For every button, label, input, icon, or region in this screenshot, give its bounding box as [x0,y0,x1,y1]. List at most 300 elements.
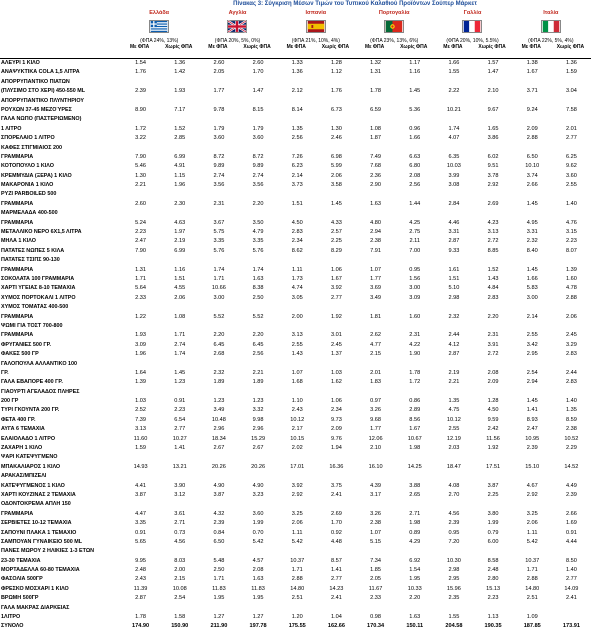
price-with-vat: 2.62 [370,332,382,339]
price-without-vat: 2.54 [174,595,186,602]
price-with-vat: 1.67 [526,69,538,76]
price-without-vat: 3.01 [330,332,342,339]
price-without-vat: 1.58 [174,614,186,621]
price-without-vat [552,209,591,218]
price-without-vat: 2.60 [252,60,264,66]
price-with-vat: 5.76 [213,247,225,254]
price-without-vat: 2.85 [174,135,186,142]
price-without-vat: 1.03 [330,369,342,376]
price-without-vat [552,613,591,622]
price-with-vat [513,190,552,199]
price-without-vat [160,256,199,265]
product-name: ΚΑΤΕΨΥΓΜΕΝΟΣ 1 ΚΙΛΟ [1,482,65,489]
col-with-vat: Με ΦΠΑ [443,44,463,50]
row-values [121,378,591,387]
col-with-vat: Με ΦΠΑ [129,44,150,50]
price-without-vat: 4.33 [330,219,342,226]
price-without-vat: 1.39 [565,266,577,273]
price-with-vat: 2.60 [135,200,147,207]
price-with-vat: 187.85 [523,623,541,630]
price-with-vat: 2.56 [291,135,303,142]
price-without-vat [552,453,591,462]
price-without-vat: 14.09 [564,585,579,592]
price-without-vat: 1.74 [174,351,186,358]
price-with-vat [356,322,395,331]
product-name: ΟΔΟΝΤΟΚΡΕΜΑ ΑΠΛΗ 150 [1,501,71,508]
price-with-vat: 3.13 [135,426,147,433]
price-without-vat: 1.28 [487,398,499,405]
row-values [121,303,591,312]
price-with-vat: 1.71 [526,567,538,574]
price-without-vat [239,190,278,199]
price-with-vat: 8.14 [291,106,303,113]
price-with-vat: 1.09 [526,614,538,621]
price-with-vat: 12.06 [368,435,383,442]
price-without-vat [160,604,199,613]
price-without-vat: 4.78 [565,285,577,292]
price-without-vat: 3.29 [565,341,577,348]
price-without-vat [160,547,199,556]
price-with-vat: 4.74 [291,285,303,292]
price-with-vat: 2.22 [448,88,460,95]
price-with-vat: 2.87 [135,595,147,602]
price-without-vat: 1.72 [409,379,421,386]
price-with-vat [513,547,552,556]
price-with-vat [121,322,160,331]
price-without-vat: 2.34 [330,407,342,414]
price-with-vat: 4.67 [526,482,538,489]
price-without-vat: 2.11 [409,238,420,245]
price-with-vat [356,303,395,312]
price-without-vat: 3.75 [330,482,342,489]
price-with-vat: 2.23 [135,229,147,236]
price-without-vat: 1.44 [409,200,421,207]
col-without-vat: Χωρίς ΦΠΑ [556,44,585,50]
price-without-vat: 2.77 [565,135,577,142]
table-row [0,538,591,547]
spain-flag-icon [306,20,326,33]
price-with-vat: 2.68 [213,351,225,358]
price-with-vat [121,209,160,218]
price-without-vat: 1.16 [409,69,421,76]
price-without-vat: 4.22 [409,341,421,348]
table-row [0,444,591,453]
price-without-vat: 14.25 [407,463,422,470]
country-name-uk: Αγγλία [228,10,247,16]
price-with-vat: 4.95 [526,219,538,226]
row-values [121,529,591,538]
price-without-vat: 9.98 [252,416,264,423]
price-with-vat: 1.32 [370,60,382,66]
price-without-vat: 1.57 [487,60,499,66]
price-without-vat: 1.45 [330,200,342,207]
price-without-vat: 1.12 [330,69,342,76]
price-with-vat [199,360,238,369]
price-with-vat: 3.71 [526,88,538,95]
price-with-vat: 10.30 [446,557,461,564]
price-without-vat: 6.99 [174,247,186,254]
price-with-vat: 2.02 [291,445,303,452]
price-without-vat: 2.23 [487,595,499,602]
price-without-vat [552,303,591,312]
price-without-vat [317,547,356,556]
price-with-vat: 10.37 [525,557,540,564]
price-with-vat: 3.92 [291,482,303,489]
price-without-vat: 1.60 [409,313,421,320]
price-without-vat: 3.60 [252,510,264,517]
price-without-vat: 7.17 [174,106,186,113]
price-without-vat [474,144,513,153]
price-with-vat [513,322,552,331]
price-with-vat: 2.88 [526,135,538,142]
price-with-vat: 14.80 [525,585,540,592]
price-with-vat: 1.87 [370,135,382,142]
price-without-vat: 1.23 [252,398,264,405]
product-name: ΓΑΛΑ ΜΑΚΡΑΣ ΔΙΑΡΚΕΙΑΣ [1,604,70,611]
row-values [121,510,591,519]
table-row [0,491,591,500]
product-name: 1ΛΙΤΡΟ [1,614,21,621]
price-without-vat: 1.63 [252,275,264,282]
price-with-vat: 2.32 [526,238,538,245]
price-with-vat: 20.26 [211,463,226,470]
price-without-vat: 1.36 [565,60,577,66]
price-without-vat: 3.86 [487,135,499,142]
price-with-vat: 2.05 [370,576,382,583]
price-with-vat: 2.50 [213,567,225,574]
price-without-vat: 9.73 [330,416,342,423]
price-with-vat [278,360,317,369]
price-without-vat: 9.76 [330,435,342,442]
price-without-vat: 15.13 [486,585,501,592]
price-with-vat: 2.83 [291,229,303,236]
price-without-vat [160,144,199,153]
price-with-vat [278,97,317,106]
italy-flag-icon [541,20,561,33]
price-with-vat: 2.55 [526,332,538,339]
country-name-portugal: Πορτογαλία [378,10,410,16]
price-with-vat: 9.89 [213,163,225,170]
vat-rate-portugal: (ΦΠΑ 23%, 13%, 6%) [370,38,419,44]
price-without-vat: 1.40 [565,567,577,574]
price-with-vat: 0.95 [448,529,460,536]
price-with-vat: 4.50 [291,219,303,226]
price-with-vat: 1.07 [370,529,382,536]
price-without-vat: 3.58 [330,182,342,189]
price-without-vat: 8.38 [252,285,264,292]
price-without-vat: 17.51 [486,463,501,470]
price-with-vat: 1.71 [291,567,303,574]
price-with-vat [121,604,160,613]
price-with-vat [434,388,473,397]
table-row [0,547,591,556]
col-without-vat: Χωρίς ΦΠΑ [243,44,271,50]
price-without-vat [239,78,278,87]
price-without-vat: 4.23 [487,219,499,226]
price-without-vat [474,547,513,556]
price-without-vat: 1.40 [565,398,577,405]
row-values [121,87,591,96]
product-name: ΚΡΕΜΜΥΔΙΑ (ΞΕΡΑ) 1 ΚΙΛΟ [1,172,72,179]
price-with-vat [356,256,395,265]
price-without-vat: 2.10 [487,88,499,95]
price-with-vat: 7.34 [370,557,382,564]
price-with-vat: 4.47 [135,510,147,517]
price-with-vat [199,604,238,613]
price-with-vat: 2.95 [526,351,538,358]
price-with-vat: 1.64 [135,369,147,376]
row-values [121,341,591,350]
table-row [0,87,591,96]
price-with-vat: 10.66 [211,285,226,292]
price-with-vat: 1.39 [135,379,147,386]
price-with-vat: 1.43 [291,351,303,358]
price-without-vat [317,472,356,481]
price-with-vat [513,453,552,462]
price-without-vat: 2.89 [409,407,421,414]
price-without-vat: 1.28 [330,60,342,66]
price-with-vat [356,209,395,218]
row-values [121,322,591,331]
table-row [0,519,591,528]
price-with-vat: 1.31 [370,69,382,76]
price-with-vat: 6.50 [526,153,538,160]
product-name: ΨΩΜΙ ΓΙΑ ΤΟΣΤ 700-800 [1,322,63,329]
table-row [0,294,591,303]
price-with-vat: 7.91 [370,247,382,254]
price-without-vat [474,97,513,106]
price-with-vat [513,303,552,312]
product-name: 1 ΛΙΤΡΟ [1,125,22,132]
price-without-vat [395,115,434,124]
row-values [121,275,591,284]
price-with-vat: 10.15 [290,435,305,442]
table-row [0,463,591,472]
price-with-vat: 3.31 [448,229,460,236]
table-row [0,284,591,293]
price-without-vat [474,303,513,312]
price-with-vat: 4.77 [370,341,382,348]
price-without-vat: 2.74 [174,341,186,348]
price-with-vat: 5.10 [448,285,460,292]
price-without-vat [474,388,513,397]
price-with-vat: 1.07 [291,369,303,376]
vat-rate-uk: (ΦΠΑ 20%, 5%, 0%) [214,38,261,44]
price-with-vat: 2.51 [526,595,538,602]
price-with-vat: 1.66 [448,60,460,66]
price-with-vat: 3.26 [370,510,382,517]
table-row [0,275,591,284]
price-without-vat: 1.47 [487,69,499,76]
row-values [121,247,591,256]
price-without-vat: 0.86 [409,398,421,405]
price-without-vat [317,78,356,87]
price-without-vat: 9.51 [487,163,499,170]
price-with-vat: 10.21 [446,106,461,113]
price-with-vat: 1.71 [135,275,147,282]
price-without-vat [317,360,356,369]
portugal-flag-icon [384,20,404,33]
price-with-vat [278,472,317,481]
price-without-vat: 2.56 [409,182,421,189]
price-with-vat [121,115,160,124]
row-values [121,209,591,218]
price-without-vat: 2.72 [487,351,499,358]
table-title: Πίνακας 3: Σύγκριση Μέσων Τιμών του Τυπικού Καλαθιού Προϊόντων Σούπερ Μάρκετ [233,1,477,7]
product-name: (ΠΛΥΣΙΜΟ ΣΤΟ ΧΕΡΙ) 450-550 ML [1,88,86,95]
price-with-vat: 2.88 [291,576,303,583]
price-with-vat: 0.84 [213,529,225,536]
product-name: ΓΑΛΑ ΝΩΠΟ (ΠΑΣΤΕΡΙΩΜΕΝΟ) [1,116,82,123]
price-without-vat: 3.15 [565,229,577,236]
price-without-vat [552,190,591,199]
price-with-vat: 2.55 [448,426,460,433]
price-without-vat: 0.91 [565,529,577,536]
price-with-vat: 5.75 [213,229,225,236]
table-row [0,59,591,68]
product-name: ΑΛΕΥΡΙ 1 ΚΙΛΟ [1,60,40,66]
price-with-vat: 7.49 [370,153,382,160]
product-name: ΦΡΥΓΑΝΙΕΣ 500 ΓΡ. [1,341,52,348]
price-without-vat: 2.67 [252,445,264,452]
price-without-vat: 1.69 [565,520,577,527]
price-with-vat: 2.35 [448,595,460,602]
table-row [0,172,591,181]
uk-flag-icon [227,20,247,33]
product-name: ΑΠΟΡΡΥΠΑΝΤΙΚΟ ΠΛΥΝΤΗΡΙΟΥ [1,97,84,104]
price-with-vat: 2.10 [370,445,382,452]
price-with-vat: 2.60 [213,60,225,66]
product-name: ΠΑΤΑΤΕΣ ΝΩΠΕΣ 5 ΚΙΛΑ [1,247,65,254]
price-without-vat: 2.45 [565,332,577,339]
price-with-vat [121,500,160,509]
price-with-vat: 6.35 [448,153,460,160]
price-without-vat [395,78,434,87]
product-name: ΧΑΡΤΙ ΚΟΥΖΙΝΑΣ 2 ΤΕΜΑΧΙΑ [1,491,76,498]
table-row [0,247,591,256]
price-with-vat [513,388,552,397]
price-with-vat: 1.71 [213,275,225,282]
row-values [121,500,591,509]
price-with-vat: 2.39 [135,88,147,95]
product-name: ΓΡΑΜΜΑΡΙΑ [1,332,34,339]
price-without-vat: 3.04 [565,88,577,95]
price-without-vat: 5.36 [409,106,421,113]
price-without-vat: 5.42 [252,538,264,545]
price-without-vat [474,115,513,124]
price-with-vat: 2.12 [291,88,303,95]
price-with-vat: 2.98 [448,567,460,574]
price-with-vat: 1.55 [448,69,460,76]
price-without-vat: 1.66 [409,135,421,142]
price-with-vat [278,453,317,462]
price-with-vat: 11.67 [368,585,383,592]
price-without-vat: 13.21 [172,463,187,470]
price-without-vat: 2.83 [565,351,577,358]
price-with-vat [434,500,473,509]
price-with-vat: 204.58 [445,623,463,630]
price-without-vat: 3.12 [174,491,186,498]
vat-rate-italy: (ΦΠΑ 22%, 5%, 4%) [528,38,574,44]
price-with-vat [434,472,473,481]
col-with-vat: Με ΦΠΑ [208,44,228,50]
price-with-vat: 8.62 [291,247,303,254]
row-values [121,190,591,199]
price-with-vat: 2.20 [213,332,225,339]
price-with-vat [356,547,395,556]
price-without-vat [239,604,278,613]
price-with-vat [434,144,473,153]
price-with-vat: 2.17 [291,426,303,433]
price-without-vat: 2.42 [487,426,499,433]
product-name: ΜΕΤΑΛΛΙΚΟ ΝΕΡΟ 6Χ1,5 ΛΙΤΡΑ [1,229,82,236]
row-values [121,331,591,340]
price-with-vat: 3.08 [448,182,460,189]
price-with-vat [356,472,395,481]
price-with-vat [278,209,317,218]
table-row [0,482,591,491]
price-without-vat: 3.80 [487,510,499,517]
price-with-vat [199,303,238,312]
price-without-vat [317,190,356,199]
product-name: ΧΥΜΟΣ ΠΟΡΤΟΚΑΛΙ 1 ΛΙΤΡΟ [1,294,76,301]
price-without-vat: 1.51 [174,275,186,282]
price-without-vat: 1.78 [409,369,421,376]
price-without-vat: 150.11 [406,623,424,630]
price-without-vat: 3.61 [174,510,186,517]
price-with-vat: 1.61 [448,266,460,273]
price-without-vat: 150.90 [171,623,189,630]
product-name: ΡΥΖΙ PARBOILED 500 [1,191,57,198]
price-with-vat [513,360,552,369]
price-without-vat [317,604,356,613]
price-without-vat: 2.31 [409,332,421,339]
price-with-vat: 1.11 [292,529,303,536]
price-with-vat: 2.43 [135,576,147,583]
price-without-vat: 3.23 [252,491,264,498]
vat-rate-spain: (ΦΠΑ 21%, 10%, 4%) [291,38,340,44]
product-name: ΓΡ. [1,369,9,376]
price-with-vat: 7.68 [370,163,382,170]
price-with-vat: 1.41 [526,407,538,414]
price-without-vat: 2.20 [409,595,421,602]
price-with-vat [513,144,552,153]
price-without-vat: 10.27 [172,435,187,442]
price-with-vat: 2.39 [448,520,460,527]
price-without-vat [239,388,278,397]
price-without-vat: 2.77 [330,294,342,301]
price-with-vat: 0.91 [135,529,147,536]
price-without-vat: 1.13 [487,614,499,621]
price-without-vat: 2.08 [252,567,264,574]
price-with-vat: 2.32 [448,313,460,320]
row-values [121,463,591,472]
price-without-vat: 1.95 [252,595,264,602]
price-without-vat [395,256,434,265]
price-without-vat: 2.75 [409,229,421,236]
price-without-vat: 2.77 [174,426,186,433]
price-without-vat: 8.59 [565,416,577,423]
price-with-vat: 174.90 [132,623,150,630]
price-without-vat: 1.95 [409,576,421,583]
price-without-vat: 11.83 [251,585,265,592]
price-without-vat [317,303,356,312]
table-row [0,144,591,153]
price-with-vat: 1.81 [370,313,382,320]
price-without-vat: 2.25 [330,238,342,245]
price-without-vat: 1.74 [252,266,264,273]
table-row [0,200,591,209]
